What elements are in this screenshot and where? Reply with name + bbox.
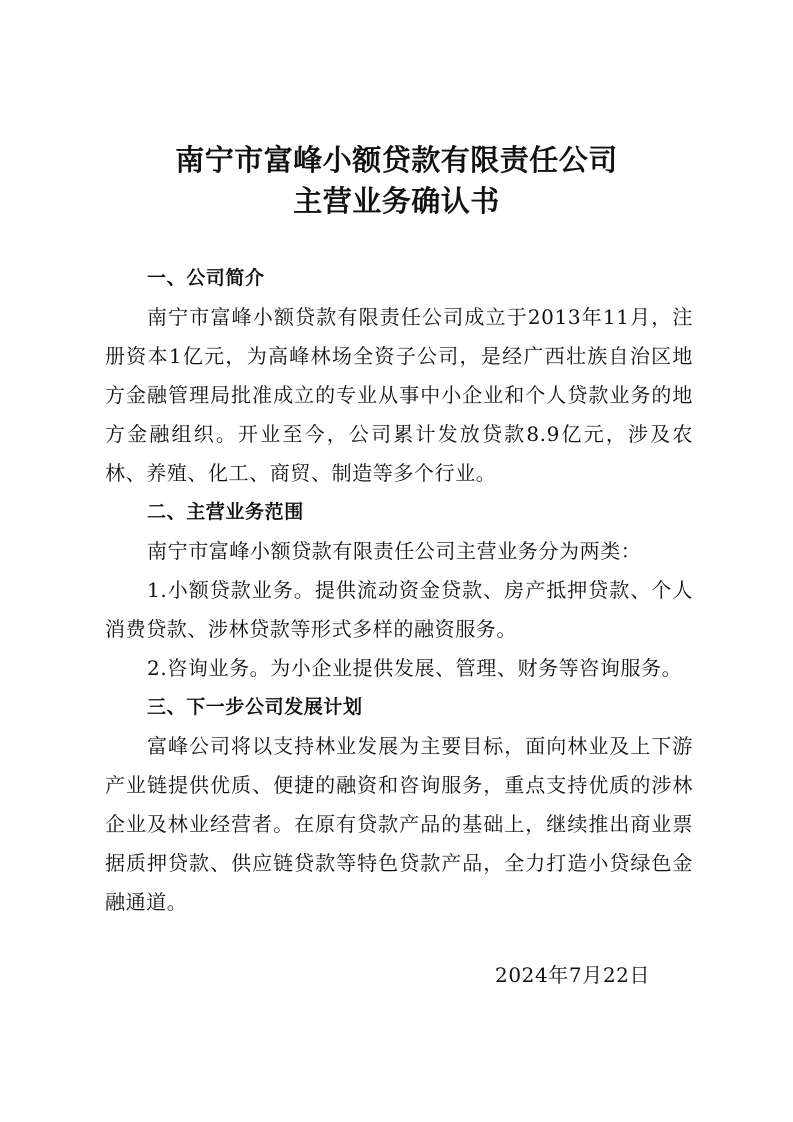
section-heading-plan: 三、下一步公司发展计划 (147, 696, 363, 718)
title-line-1: 南宁市富峰小额贷款有限责任公司 (175, 143, 618, 177)
document-title (0, 140, 793, 222)
document-body (105, 259, 693, 922)
business-scope-summary: 南宁市富峰小额贷款有限责任公司主营业务分为两类： (147, 539, 642, 563)
plan-paragraph: 富峰公司将以支持林业发展为主要目标，面向林业及上下游产业链提供优质、便捷的融资和咨询服务，重点支持优质的涉林企业及林业经营者。在原有贷款产品的基础上，继续推出商业票据质押贷款、供应链贷款等特色贷款产品，全力打造小贷绿色金融通道。 (105, 734, 693, 914)
business-item-loans: 1.小额贷款业务。提供流动资金贷款、房产抵押贷款、个人消费贷款、涉林贷款等形式多样的融资服务。 (105, 578, 693, 641)
intro-paragraph: 南宁市富峰小额贷款有限责任公司成立于2013年11月，注册资本1亿元，为高峰林场全资子公司，是经广西壮族自治区地方金融管理局批准成立的专业从事中小企业和个人贷款业务的地方金融组织。开业至今，公司累计发放贷款8.9亿元，涉及农林、养殖、化工、商贸、制造等多个行业。 (105, 305, 693, 485)
document-date: 2024年7月22日 (495, 963, 651, 987)
business-item-consulting: 2.咨询业务。为小企业提供发展、管理、财务等咨询服务。 (147, 656, 683, 680)
section-heading-business-scope: 二、主营业务范围 (147, 501, 304, 523)
section-heading-intro: 一、公司简介 (147, 267, 265, 289)
title-line-2: 主营业务确认书 (293, 184, 500, 218)
